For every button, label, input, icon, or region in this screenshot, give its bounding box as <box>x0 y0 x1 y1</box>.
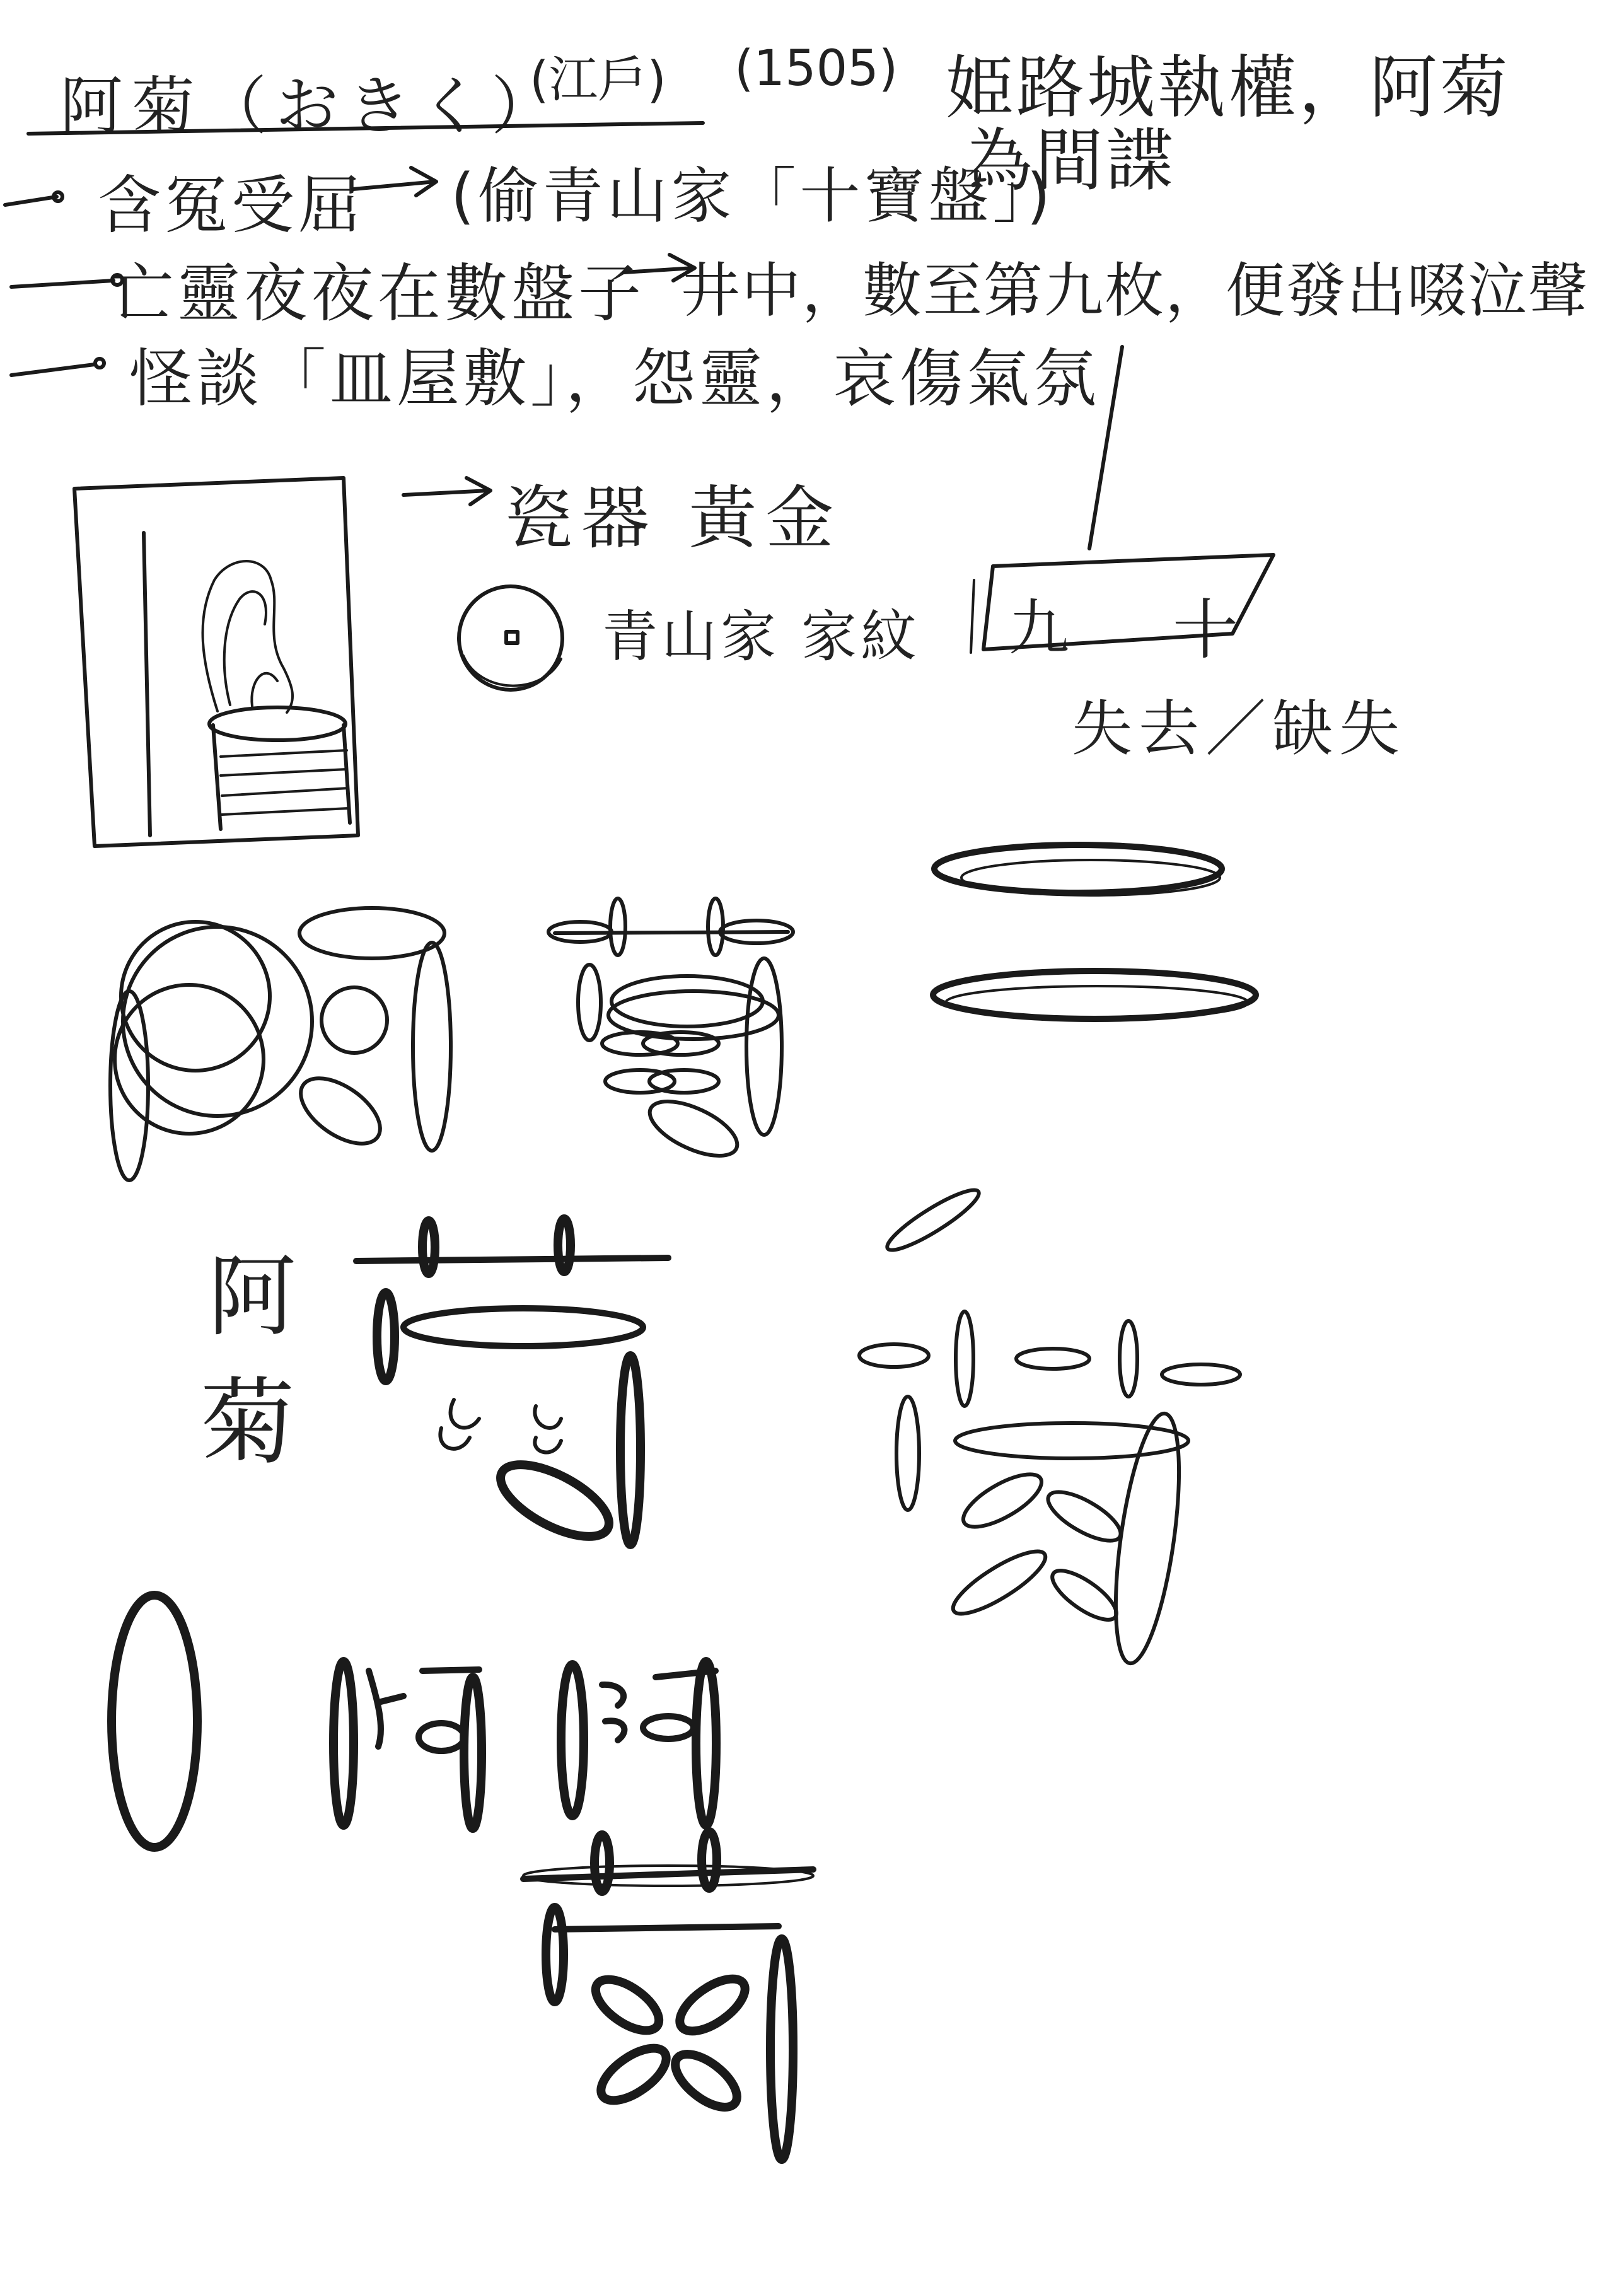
note-ghost-counting: 亡靈夜夜在數盤子 <box>110 257 645 330</box>
note-ninth-plate: 井中，數至第九枚，便發出啜泣聲 <box>681 257 1589 325</box>
heading-year: (1505) <box>734 40 898 97</box>
plate-sketches <box>933 845 1256 1019</box>
idea-nine: 九 <box>1009 593 1069 663</box>
crest-sketch <box>459 586 562 690</box>
heading-name: 阿菊（おきく） <box>60 69 563 143</box>
logo-sketch-kiku-large <box>859 1182 1240 1667</box>
logo-sketch-kiku-ellipses <box>548 898 793 1167</box>
bullet-markers <box>5 192 122 375</box>
sketch-label-a: 阿 <box>208 1246 297 1349</box>
idea-missing: 失去／缺失 <box>1072 694 1406 764</box>
heading-era: (江戶) <box>530 52 666 108</box>
logo-sketch-kiku-bold <box>356 1219 668 1551</box>
note-stole-plates: (偷青山家「十寶盤」) <box>451 161 1054 231</box>
sketch-label-kiku: 菊 <box>200 1368 296 1478</box>
heading-event-line2: 為間諜 <box>965 122 1177 201</box>
idea-material: 瓷器 黃金 <box>504 479 843 558</box>
nine-ten-sketch <box>971 347 1273 653</box>
idea-ten: 十 <box>1173 591 1239 668</box>
logo-sketch-a-rings <box>110 908 451 1180</box>
note-wronged: 含冤受屈 <box>98 168 365 242</box>
heading-event-line1: 姫路城執權，阿菊 <box>946 49 1511 127</box>
idea-crest-label: 青山家 家紋 <box>602 604 920 669</box>
logo-sketch-kiku-bottom <box>523 1832 813 2159</box>
incense-sketch <box>74 478 358 846</box>
note-sarayashiki: 怪談「皿屋敷」，怨靈，哀傷氣氛 <box>129 342 1100 416</box>
logo-sketch-a-bold-1 <box>334 1661 482 1828</box>
plate-ring-vertical <box>112 1595 197 1847</box>
heading-underline <box>28 123 703 134</box>
note-arrows <box>353 168 695 504</box>
logo-sketch-a-bold-2 <box>561 1661 716 1825</box>
